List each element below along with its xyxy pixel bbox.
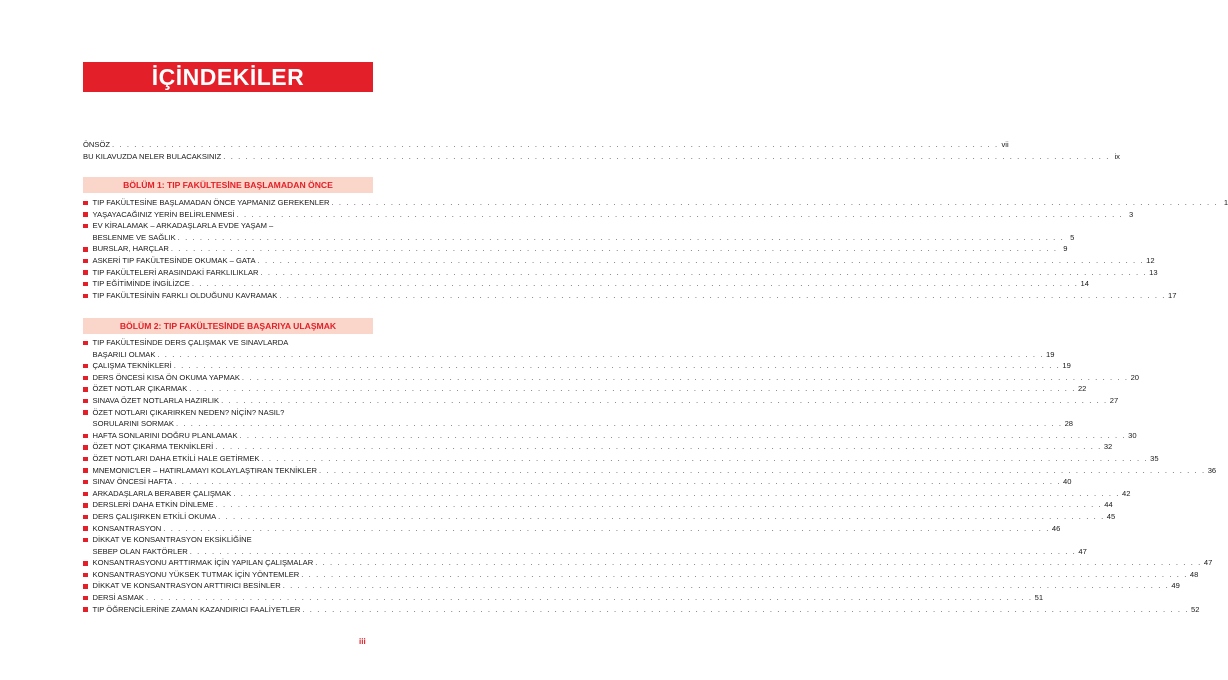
dot-leader: . . . . . . . . . . . . . . . . . . . . . . . . . . . . . . . . . . . . . . . . . . . . . . . . . . . . . . . . . . . . . . . . . . . . . . . . . . . . . . . . . . . . . . . . . . . . . . . . . . . . . . . . . . . . . . . . . . . . . . . . (241, 372, 1129, 382)
dot-leader: . . . . . . . . . . . . . . . . . . . . . . . . . . . . . . . . . . . . . . . . . . . . . . . . . . . . . . . . . . . . . . . . . . . . . . . . . . . . . . . . . . . . . . . . . . . . . . . . . . . . . . . . . . . . . . . . . . . . . . . . (177, 232, 1065, 242)
toc-entry-title: ÇALIŞMA TEKNİKLERİ (92, 361, 172, 371)
toc-entry[interactable] (83, 197, 1228, 209)
toc-entry-title: ÖZET NOTLARI ÇIKARIRKEN NEDEN? NİÇİN? NASIL? (92, 407, 285, 417)
toc-entry-page: 5 (1070, 232, 1075, 242)
toc-entry-title: ARKADAŞLARLA BERABER ÇALIŞMAK (92, 488, 232, 498)
page-number: iii (359, 637, 366, 646)
dot-leader: . . . . . . . . . . . . . . . . . . . . . . . . . . . . . . . . . . . . . . . . . . . . . . . . . . . . . . . . . . . . . . . . . . . . . . . . . . . . . . . . . . . . . . . . . . . . . . . . . . . . . . . . . . . . . . . . . . . . . . . . (221, 395, 1108, 405)
dot-leader: . . . . . . . . . . . . . . . . . . . . . . . . . . . . . . . . . . . . . . . . . . . . . . . . . . . . . . . . . . . . . . . . . . . . . . . . . . . . . . . . . . . . . . . . . . . . . . . . . . . . . . . . . . . . . . . . . . . . . . . . (112, 140, 999, 149)
toc-entry[interactable] (83, 349, 1055, 361)
toc-entry[interactable] (83, 255, 1155, 267)
toc-entry-title: BESLENME VE SAĞLIK (92, 232, 176, 242)
toc-entry[interactable] (83, 372, 1140, 384)
section-heading-2: BÖLÜM 2: TIP FAKÜLTESİNDE BAŞARIYA ULAŞMAK (83, 318, 373, 334)
toc-entry-title: DİKKAT VE KONSANTRASYON ARTTIRICI BESİNLER (92, 581, 281, 591)
toc-entry[interactable] (83, 430, 1137, 442)
toc-entry-title: TIP FAKÜLTESİNE BAŞLAMADAN ÖNCE YAPMANIZ GEREKENLER (92, 198, 330, 207)
toc-entry-page: 52 (1191, 604, 1200, 614)
dot-leader: . . . . . . . . . . . . . . . . . . . . . . . . . . . . . . . . . . . . . . . . . . . . . . . . . . . . . . . . . . . . . . . . . . . . . . . . . . . . . . . . . . . . . . . . . . . . . . . . . . . . . . . . . . . . . . . . . . . . . . . . (315, 558, 1202, 568)
toc-entry[interactable] (83, 290, 1177, 302)
toc-entry[interactable] (83, 476, 1072, 488)
toc-entry[interactable] (83, 337, 373, 349)
toc-entry[interactable] (83, 220, 373, 232)
red-square-bullet-icon (83, 445, 88, 450)
toc-entry[interactable] (83, 278, 1089, 290)
toc-entry[interactable] (83, 569, 1199, 581)
dot-leader: . . . . . . . . . . . . . . . . . . . . . . . . . . . . . . . . . . . . . . . . . . . . . . . . . . . . . . . . . . . . . . . . . . . . . . . . . . . . . . . . . . . . . . . . . . . . . . . . . . . . . . . . . . . . . . . . . . . . . . . . (173, 361, 1061, 371)
red-square-bullet-icon (83, 341, 88, 346)
dot-leader: . . . . . . . . . . . . . . . . . . . . . . . . . . . . . . . . . . . . . . . . . . . . . . . . . . . . . . . . . . . . . . . . . . . . . . . . . . . . . . . . . . . . . . . . . . . . . . . . . . . . . . . . . . . . . . . . . . . . . . . . (233, 488, 1120, 498)
toc-entry-page: 47 (1078, 546, 1087, 556)
toc-entry-title: SEBEP OLAN FAKTÖRLER (92, 546, 188, 556)
toc-entry-page: 19 (1062, 361, 1071, 371)
red-square-bullet-icon (83, 212, 88, 217)
toc-entry-title: KONSANTRASYONU ARTTIRMAK İÇİN YAPILAN ÇALIŞMALAR (92, 558, 314, 568)
toc-entry[interactable] (83, 592, 1044, 604)
red-square-bullet-icon (83, 294, 88, 299)
toc-entry-page: 47 (1203, 558, 1213, 568)
toc-entry[interactable] (83, 604, 1200, 616)
toc-entry-page: 19 (1046, 349, 1055, 359)
red-square-bullet-icon (83, 538, 88, 543)
toc-entry[interactable] (83, 395, 1119, 407)
red-square-bullet-icon (83, 607, 88, 612)
red-square-bullet-icon (83, 480, 88, 485)
red-square-bullet-icon (83, 434, 88, 439)
dot-leader: . . . . . . . . . . . . . . . . . . . . . . . . . . . . . . . . . . . . . . . . . . . . . . . . . . . . . . . . . . . . . . . . . . . . . . . . . . . . . . . . . . . . . . . . . . . . . . . . . . . . . . . . . . . . . . . . . . . . . . . . (218, 511, 1105, 521)
dot-leader: . . . . . . . . . . . . . . . . . . . . . . . . . . . . . . . . . . . . . . . . . . . . . . . . . . . . . . . . . . . . . . . . . . . . . . . . . . . . . . . . . . . . . . . . . . . . . . . . . . . . . . . . . . . . . . . . . . . . . . . . (302, 604, 1190, 614)
toc-entry-page: 20 (1130, 372, 1140, 382)
dot-leader: . . . . . . . . . . . . . . . . . . . . . . . . . . . . . . . . . . . . . . . . . . . . . . . . . . . . . . . . . . . . . . . . . . . . . . . . . . . . . . . . . . . . . . . . . . . . . . . . . . . . . . . . . . . . . . . . . . . . . . . . (215, 442, 1102, 452)
toc-entry-page: 30 (1128, 430, 1137, 440)
red-square-bullet-icon (83, 224, 88, 229)
red-square-bullet-icon (83, 468, 88, 473)
toc-entry[interactable] (83, 383, 1087, 395)
toc-entry-page: 45 (1106, 511, 1116, 521)
section-heading-1: BÖLÜM 1: TIP FAKÜLTESİNE BAŞLAMADAN ÖNCE (83, 177, 373, 193)
toc-entry-title: DERS ÇALIŞIRKEN ETKİLİ OKUMA (92, 511, 217, 521)
red-square-bullet-icon (83, 399, 88, 404)
red-square-bullet-icon (83, 201, 88, 206)
toc-entry-page: 3 (1128, 209, 1134, 219)
red-square-bullet-icon (83, 584, 88, 589)
dot-leader: . . . . . . . . . . . . . . . . . . . . . . . . . . . . . . . . . . . . . . . . . . . . . . . . . . . . . . . . . . . . . . . . . . . . . . . . . . . . . . . . . . . . . . . . . . . . . . . . . . . . . . . . . . . . . . . . . . . . . . . . (260, 267, 1148, 277)
toc-entry-title: ASKERİ TIP FAKÜLTESİNDE OKUMAK – GATA (92, 255, 256, 265)
toc-entry[interactable] (83, 557, 1213, 569)
red-square-bullet-icon (83, 282, 88, 287)
dot-leader: . . . . . . . . . . . . . . . . . . . . . . . . . . . . . . . . . . . . . . . . . . . . . . . . . . . . . . . . . . . . . . . . . . . . . . . . . . . . . . . . . . . . . . . . . . . . . . . . . . . . . . . . . . . . . . . . . . . . . . . . (331, 198, 1219, 207)
toc-entry[interactable] (83, 139, 1009, 151)
toc-entry-page: 49 (1171, 581, 1180, 591)
dot-leader: . . . . . . . . . . . . . . . . . . . . . . . . . . . . . . . . . . . . . . . . . . . . . . . . . . . . . . . . . . . . . . . . . . . . . . . . . . . . . . . . . . . . . . . . . . . . . . . . . . . . . . . . . . . . . . . . . . . . . . . . (189, 384, 1076, 394)
dot-leader: . . . . . . . . . . . . . . . . . . . . . . . . . . . . . . . . . . . . . . . . . . . . . . . . . . . . . . . . . . . . . . . . . . . . . . . . . . . . . . . . . . . . . . . . . . . . . . . . . . . . . . . . . . . . . . . . . . . . . . . . (239, 430, 1127, 440)
toc-entry-title: KONSANTRASYONU YÜKSEK TUTMAK İÇİN YÖNTEMLER (92, 569, 300, 579)
toc-entry-page: 48 (1189, 569, 1199, 579)
front-matter-list (83, 139, 1120, 162)
toc-entry-page: 1 (1223, 198, 1228, 207)
toc-entry-page: 14 (1080, 279, 1089, 289)
red-square-bullet-icon (83, 457, 88, 462)
toc-entry-page: 35 (1150, 453, 1159, 463)
dot-leader: . . . . . . . . . . . . . . . . . . . . . . . . . . . . . . . . . . . . . . . . . . . . . . . . . . . . . . . . . . . . . . . . . . . . . . . . . . . . . . . . . . . . . . . . . . . . . . . . . . . . . . . . . . . . . . . . . . . . . . . . (301, 569, 1188, 579)
dot-leader: . . . . . . . . . . . . . . . . . . . . . . . . . . . . . . . . . . . . . . . . . . . . . . . . . . . . . . . . . . . . . . . . . . . . . . . . . . . . . . . . . . . . . . . . . . . . . . . . . . . . . . . . . . . . . . . . . . . . . . . . (261, 453, 1149, 463)
toc-entry-title: HAFTA SONLARINI DOĞRU PLANLAMAK (92, 430, 238, 440)
toc-entry-title: MNEMONIC'LER – HATIRLAMAYI KOLAYLAŞTIRAN TEKNİKLER (92, 465, 318, 475)
toc-entry-page: 28 (1064, 419, 1074, 429)
toc-entry-title: DERS ÖNCESİ KISA ÖN OKUMA YAPMAK (92, 372, 240, 382)
toc-entry-title: TIP FAKÜLTESİNDE DERS ÇALIŞMAK VE SINAVLARDA (92, 338, 289, 347)
red-square-bullet-icon (83, 364, 88, 369)
toc-entry-page: 32 (1103, 442, 1113, 452)
toc-entry-title: SINAVA ÖZET NOTLARLA HAZIRLIK (92, 395, 220, 405)
toc-entry-title: YAŞAYACAĞINIZ YERİN BELİRLENMESİ (92, 209, 235, 219)
toc-entry[interactable] (83, 151, 1120, 163)
toc-entry[interactable] (83, 523, 1061, 535)
toc-entry-title: TIP ÖĞRENCİLERİNE ZAMAN KAZANDIRICI FAALİYETLER (92, 604, 301, 614)
toc-entry[interactable] (83, 441, 1113, 453)
toc-entry-title: SINAV ÖNCESİ HAFTA (92, 477, 173, 487)
dot-leader: . . . . . . . . . . . . . . . . . . . . . . . . . . . . . . . . . . . . . . . . . . . . . . . . . . . . . . . . . . . . . . . . . . . . . . . . . . . . . . . . . . . . . . . . . . . . . . . . . . . . . . . . . . . . . . . . . . . . . . . . (189, 546, 1077, 556)
toc-entry-page: 22 (1077, 384, 1087, 394)
red-square-bullet-icon (83, 515, 88, 520)
red-square-bullet-icon (83, 573, 88, 578)
dot-leader: . . . . . . . . . . . . . . . . . . . . . . . . . . . . . . . . . . . . . . . . . . . . . . . . . . . . . . . . . . . . . . . . . . . . . . . . . . . . . . . . . . . . . . . . . . . . . . . . . . . . . . . . . . . . . . . . . . . . . . . . (215, 500, 1103, 510)
toc-entry[interactable] (83, 407, 373, 419)
toc-entry-title: BAŞARILI OLMAK (92, 349, 156, 359)
toc-entry[interactable] (83, 232, 1075, 244)
section-2-entries (83, 337, 1217, 615)
toc-entry-page: 13 (1149, 267, 1158, 277)
toc-entry-page: 27 (1109, 395, 1119, 405)
red-square-bullet-icon (83, 526, 88, 531)
toc-entry-page: 42 (1122, 488, 1131, 498)
toc-entry[interactable] (83, 243, 1068, 255)
toc-entry-title: ÖNSÖZ (83, 140, 111, 149)
dot-leader: . . . . . . . . . . . . . . . . . . . . . . . . . . . . . . . . . . . . . . . . . . . . . . . . . . . . . . . . . . . . . . . . . . . . . . . . . . . . . . . . . . . . . . . . . . . . . . . . . . . . . . . . . . . . . . . . . . . . . . . . (257, 255, 1145, 265)
toc-entry[interactable] (83, 267, 1158, 279)
toc-entry-page: 40 (1063, 477, 1072, 487)
red-square-bullet-icon (83, 270, 88, 275)
red-square-bullet-icon (83, 503, 88, 508)
red-square-bullet-icon (83, 247, 88, 252)
red-square-bullet-icon (83, 410, 88, 415)
red-square-bullet-icon (83, 596, 88, 601)
dot-leader: . . . . . . . . . . . . . . . . . . . . . . . . . . . . . . . . . . . . . . . . . . . . . . . . . . . . . . . . . . . . . . . . . . . . . . . . . . . . . . . . . . . . . . . . . . . . . . . . . . . . . . . . . . . . . . . . . . . . . . . . (145, 593, 1033, 603)
toc-entry-page: 9 (1063, 244, 1068, 254)
toc-entry-title: ÖZET NOTLAR ÇIKARMAK (92, 384, 188, 394)
red-square-bullet-icon (83, 259, 88, 264)
toc-entry-page: vii (1001, 140, 1009, 149)
toc-entry[interactable] (83, 418, 1074, 430)
toc-entry-page: 17 (1167, 290, 1177, 300)
toc-entry-title: SORULARINI SORMAK (92, 419, 174, 429)
toc-entry[interactable] (83, 360, 1071, 372)
toc-entry[interactable] (83, 209, 1134, 221)
dot-leader: . . . . . . . . . . . . . . . . . . . . . . . . . . . . . . . . . . . . . . . . . . . . . . . . . . . . . . . . . . . . . . . . . . . . . . . . . . . . . . . . . . . . . . . . . . . . . . . . . . . . . . . . . . . . . . . . . . . . . . . . (319, 465, 1206, 475)
dot-leader: . . . . . . . . . . . . . . . . . . . . . . . . . . . . . . . . . . . . . . . . . . . . . . . . . . . . . . . . . . . . . . . . . . . . . . . . . . . . . . . . . . . . . . . . . . . . . . . . . . . . . . . . . . . . . . . . . . . . . . . . (163, 523, 1050, 533)
toc-entry-title: TIP EĞİTİMİNDE İNGİLİZCE (92, 279, 190, 289)
red-square-bullet-icon (83, 376, 88, 381)
toc-entry-title: DERSLERİ DAHA ETKİN DİNLEME (92, 500, 214, 510)
dot-leader: . . . . . . . . . . . . . . . . . . . . . . . . . . . . . . . . . . . . . . . . . . . . . . . . . . . . . . . . . . . . . . . . . . . . . . . . . . . . . . . . . . . . . . . . . . . . . . . . . . . . . . . . . . . . . . . . . . . . . . . . (191, 279, 1079, 289)
toc-entry-title: DERSİ ASMAK (92, 593, 144, 603)
toc-entry-page: 36 (1207, 465, 1217, 475)
dot-leader: . . . . . . . . . . . . . . . . . . . . . . . . . . . . . . . . . . . . . . . . . . . . . . . . . . . . . . . . . . . . . . . . . . . . . . . . . . . . . . . . . . . . . . . . . . . . . . . . . . . . . . . . . . . . . . . . . . . . . . . . (236, 209, 1124, 219)
dot-leader: . . . . . . . . . . . . . . . . . . . . . . . . . . . . . . . . . . . . . . . . . . . . . . . . . . . . . . . . . . . . . . . . . . . . . . . . . . . . . . . . . . . . . . . . . . . . . . . . . . . . . . . . . . . . . . . . . . . . . . . . (279, 290, 1166, 300)
dot-leader: . . . . . . . . . . . . . . . . . . . . . . . . . . . . . . . . . . . . . . . . . . . . . . . . . . . . . . . . . . . . . . . . . . . . . . . . . . . . . . . . . . . . . . . . . . . . . . . . . . . . . . . . . . . . . . . . . . . . . . . . (175, 419, 1063, 429)
dot-leader: . . . . . . . . . . . . . . . . . . . . . . . . . . . . . . . . . . . . . . . . . . . . . . . . . . . . . . . . . . . . . . . . . . . . . . . . . . . . . . . . . . . . . . . . . . . . . . . . . . . . . . . . . . . . . . . . . . . . . . . . (174, 477, 1062, 487)
toc-entry-title: TIP FAKÜLTESİNİN FARKLI OLDUĞUNU KAVRAMAK (92, 290, 278, 300)
toc-entry-title: BU KILAVUZDA NELER BULACAKSINIZ (83, 151, 222, 161)
toc-entry-title: EV KİRALAMAK – ARKADAŞLARLA EVDE YAŞAM – (92, 221, 274, 231)
toc-entry-page: ix (1114, 151, 1120, 161)
toc-entry[interactable] (83, 453, 1159, 465)
toc-entry[interactable] (83, 546, 1087, 558)
toc-entry[interactable] (83, 511, 1116, 523)
toc-entry-page: 51 (1034, 593, 1044, 603)
toc-entry[interactable] (83, 488, 1131, 500)
toc-entry-title: ÖZET NOTLARI DAHA ETKİLİ HALE GETİRMEK (92, 453, 260, 463)
red-square-bullet-icon (83, 387, 88, 392)
toc-entry-title: TIP FAKÜLTELERİ ARASINDAKİ FARKLILIKLAR (92, 267, 259, 277)
section-1-entries (83, 197, 1228, 301)
red-square-bullet-icon (83, 561, 88, 566)
toc-entry-title: DİKKAT VE KONSANTRASYON EKSİKLİĞİNE (92, 535, 252, 545)
toc-entry[interactable] (83, 465, 1217, 477)
dot-leader: . . . . . . . . . . . . . . . . . . . . . . . . . . . . . . . . . . . . . . . . . . . . . . . . . . . . . . . . . . . . . . . . . . . . . . . . . . . . . . . . . . . . . . . . . . . . . . . . . . . . . . . . . . . . . . . . . . . . . . . . (157, 349, 1045, 359)
dot-leader: . . . . . . . . . . . . . . . . . . . . . . . . . . . . . . . . . . . . . . . . . . . . . . . . . . . . . . . . . . . . . . . . . . . . . . . . . . . . . . . . . . . . . . . . . . . . . . . . . . . . . . . . . . . . . . . . . . . . . . . . (282, 581, 1170, 591)
dot-leader: . . . . . . . . . . . . . . . . . . . . . . . . . . . . . . . . . . . . . . . . . . . . . . . . . . . . . . . . . . . . . . . . . . . . . . . . . . . . . . . . . . . . . . . . . . . . . . . . . . . . . . . . . . . . . . . . . . . . . . . . (223, 151, 1110, 161)
toc-entry[interactable] (83, 534, 373, 546)
toc-entry-title: BURSLAR, HARÇLAR (92, 244, 169, 254)
dot-leader: . . . . . . . . . . . . . . . . . . . . . . . . . . . . . . . . . . . . . . . . . . . . . . . . . . . . . . . . . . . . . . . . . . . . . . . . . . . . . . . . . . . . . . . . . . . . . . . . . . . . . . . . . . . . . . . . . . . . . . . . (170, 244, 1058, 254)
toc-entry-page: 46 (1051, 523, 1061, 533)
toc-entry-title: ÖZET NOT ÇIKARMA TEKNİKLERİ (92, 442, 214, 452)
toc-entry[interactable] (83, 499, 1113, 511)
toc-entry-page: 12 (1146, 255, 1155, 265)
page-title: İÇİNDEKİLER (83, 62, 373, 92)
toc-entry[interactable] (83, 580, 1180, 592)
toc-entry-title: KONSANTRASYON (92, 523, 162, 533)
toc-entry-page: 44 (1104, 500, 1113, 510)
red-square-bullet-icon (83, 492, 88, 497)
